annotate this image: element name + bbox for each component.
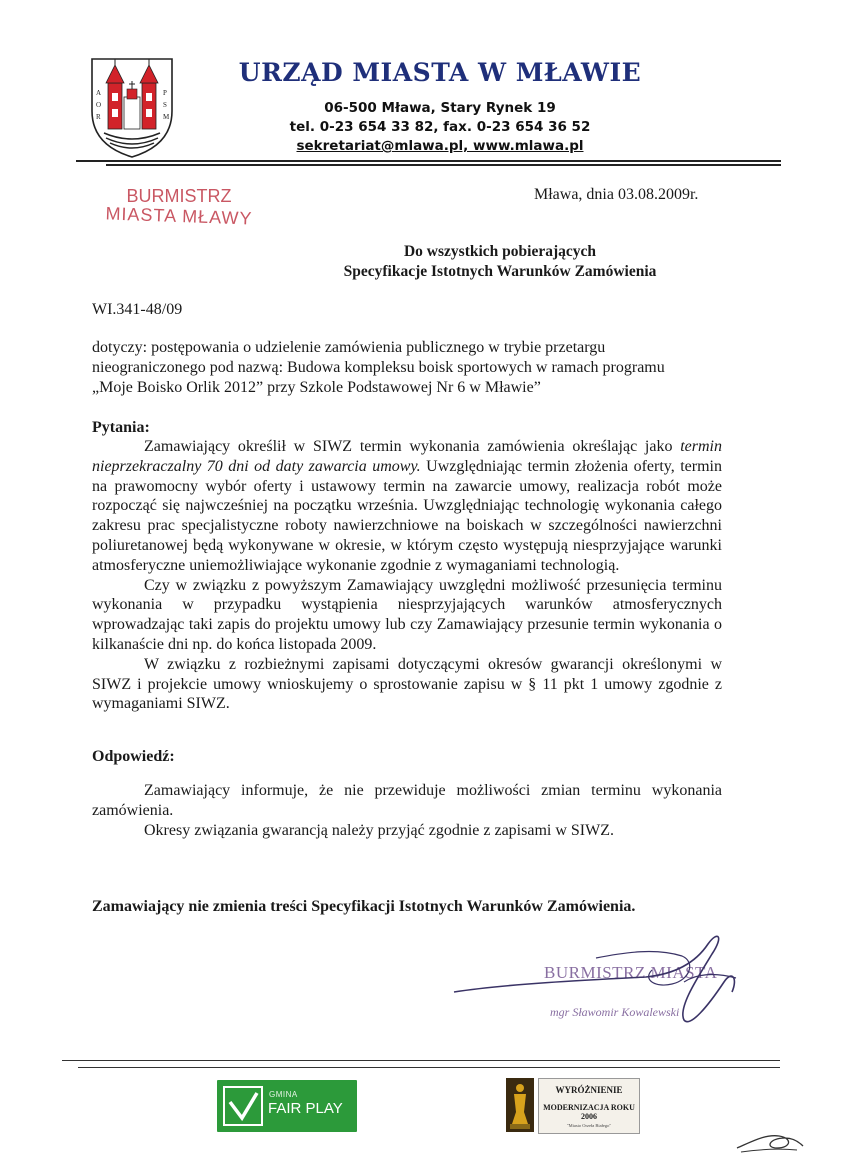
questions-heading: Pytania: [92, 419, 150, 436]
award-badge [504, 1076, 642, 1134]
initials-scribble [735, 1126, 805, 1156]
addressee-line2: Specyfikacje Istotnych Warunków Zamówienia [343, 263, 657, 280]
office-address: 06-500 Mława, Stary Rynek 19 [324, 100, 556, 116]
mayor-stamp-line1: BURMISTRZ [126, 186, 232, 206]
mayor-stamp [104, 186, 254, 229]
subject-paragraph [92, 338, 722, 397]
crest-letter-s: S [163, 101, 167, 109]
question-paragraph-1 [92, 437, 722, 576]
question-p1-start: Zamawiający określił w SIWZ termin wykonania zamówienia określając jako [144, 438, 681, 455]
crest-letter-p: P [163, 89, 167, 97]
question-paragraph-3: W związku z rozbieżnymi zapisami dotyczącymi okresów gwarancji określonymi w SIWZ i projekcie umowy wnioskujemy o sprostowanie zapisu w § 11 pkt 1 umowy zgodnie z wymaganiami SIWZ. [92, 655, 722, 713]
award-panel [538, 1078, 640, 1134]
answer-paragraph-2: Okresy związania gwarancją należy przyjąć zgodnie z zapisami w SIWZ. [144, 821, 614, 839]
signature-stamp [446, 922, 756, 1042]
addressee-line1: Do wszystkich pobierających [403, 243, 597, 260]
subject-line3: „Moje Boisko Orlik 2012” przy Szkole Podstawowej Nr 6 w Mławie” [92, 378, 541, 396]
office-phone: tel. 0-23 654 33 82, fax. 0-23 654 36 52 [289, 119, 591, 135]
crest-letter-m: M [163, 113, 170, 121]
subject-line2: nieograniczonego pod nazwą: Budowa kompleksu boisk sportowych w ramach programu [92, 358, 665, 376]
award-title: WYRÓŻNIENIE [555, 1085, 623, 1095]
subject-line1: dotyczy: postępowania o udzielenie zamówienia publicznego w trybie przetargu [92, 339, 606, 356]
award-caption: "Miasto Orzeła Białego" [566, 1123, 612, 1128]
fair-play-badge [217, 1080, 357, 1132]
office-title: URZĄD MIASTA W MŁAWIE [238, 58, 642, 87]
mayor-stamp-line2: MIASTA MŁAWY [105, 203, 253, 229]
question-p1-italic: termin nieprzekraczalny 70 dni od daty zawarcia umowy. [92, 438, 722, 475]
crest-letter-r: R [96, 113, 101, 121]
questions-body [92, 437, 722, 714]
fair-play-small-label: GMINA [269, 1090, 298, 1099]
office-email-www-link[interactable]: sekretariat@mlawa.pl, www.mlawa.pl [296, 138, 584, 154]
question-paragraph-2: Czy w związku z powyższym Zamawiający uwzględni możliwość przesunięcia terminu wykonania w przypadku wystąpienia niesprzyjających warunków atmosferycznych wprowadzając taki zapis do projektu umowy lub czy Zamawiający przesunie termin wykonania o kilkanaście dni np. do końca listopada 2009. [92, 576, 722, 653]
award-subtitle: MODERNIZACJA ROKU 2006 [543, 1103, 635, 1121]
fair-play-label: FAIR PLAY [268, 1100, 343, 1117]
signature-stamp-name: mgr Sławomir Kowalewski [550, 1005, 680, 1019]
reference-number: WI.341-48/09 [92, 301, 183, 318]
answer-heading: Odpowiedź: [92, 748, 175, 765]
signature-stamp-title: BURMISTRZ MIASTA [544, 963, 718, 982]
checkmark-icon [223, 1086, 263, 1126]
question-p1-rest: Uwzględniając termin złożenia oferty, termin na prawomocny wybór oferty i ustawowy termin na zawarcie umowy, realizacja robót może rozpocząć się najwcześniej na początku września. Uwzględniając technologię wykonania całego zakresu prac specjalistyczne roboty nawierzchniowe na boiskach w szczególności nawierzchni poliuretanowej będą wykonywane w okresie, w którym często występują niesprzyjające warunki atmosferyczne uniemożliwiające wykonanie zgodnie z wymaganiami technologią. [92, 457, 722, 574]
letter-date: Mława, dnia 03.08.2009r. [534, 186, 699, 203]
trophy-figure-icon [506, 1078, 534, 1132]
footer-divider-secondary [78, 1067, 780, 1068]
crest-letter-a: A [96, 89, 102, 97]
conclusion-statement: Zamawiający nie zmienia treści Specyfikacji Istotnych Warunków Zamówienia. [92, 898, 636, 915]
city-crest-logo [86, 53, 178, 159]
answer-paragraph-1: Zamawiający informuje, że nie przewiduje możliwości zmian terminu wykonania zamówienia. [92, 782, 722, 819]
header-divider-secondary [106, 164, 781, 166]
footer-divider [62, 1060, 780, 1061]
header-divider [76, 160, 781, 162]
crest-letter-o: O [96, 101, 102, 109]
answer-body [92, 781, 722, 840]
